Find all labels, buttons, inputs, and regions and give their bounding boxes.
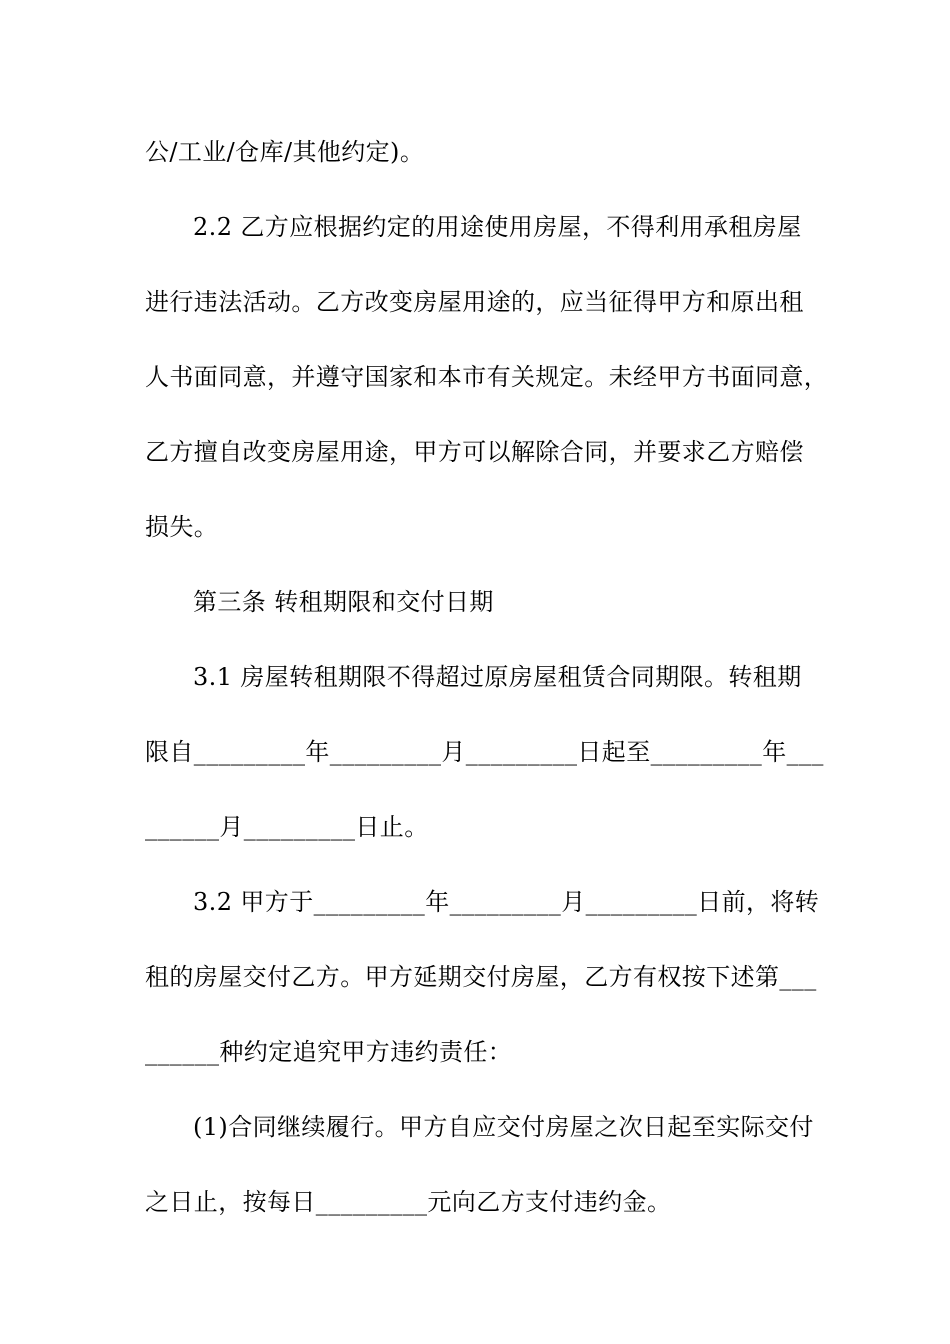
text-line: 之日止，按每日_________元向乙方支付违约金。 — [145, 1188, 672, 1216]
clause-3-2-line: 3.2 甲方于_________年_________月_________日前，将转 — [193, 888, 820, 916]
item-1-line: (1)合同继续履行。甲方自应交付房屋之次日起至实际交付 — [193, 1113, 814, 1141]
text-line: 进行违法活动。乙方改变房屋用途的，应当征得甲方和原出租 — [145, 288, 804, 316]
text-line: 公/工业/仓库/其他约定)。 — [145, 138, 425, 166]
text-line: ______月_________日止。 — [145, 813, 429, 841]
text-line: 乙方擅自改变房屋用途，甲方可以解除合同，并要求乙方赔偿 — [145, 438, 804, 466]
text-line: ______种约定追究甲方违约责任： — [145, 1038, 513, 1066]
text-line: 租的房屋交付乙方。甲方延期交付房屋，乙方有权按下述第___ — [145, 963, 817, 991]
clause-2-2-line: 2.2 乙方应根据约定的用途使用房屋，不得利用承租房屋 — [193, 213, 802, 241]
text-line: 人书面同意，并遵守国家和本市有关规定。未经甲方书面同意， — [145, 363, 829, 391]
text-line: 限自_________年_________月_________日起至_________年___ — [145, 738, 824, 766]
article-3-heading: 第三条 转租期限和交付日期 — [193, 588, 494, 616]
text-line: 损失。 — [145, 513, 219, 541]
clause-3-1-line: 3.1 房屋转租期限不得超过原房屋租赁合同期限。转租期 — [193, 663, 802, 691]
